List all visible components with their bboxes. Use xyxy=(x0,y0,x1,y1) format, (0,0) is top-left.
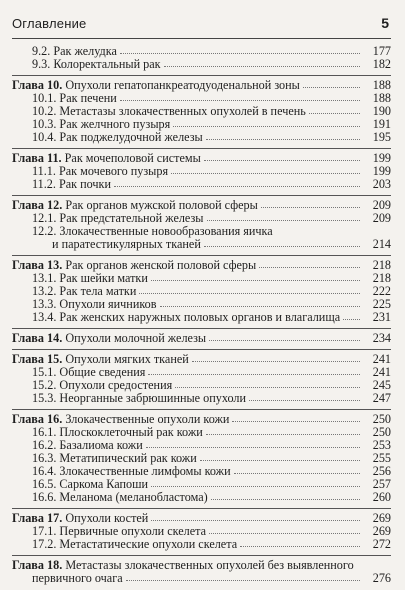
entry-page-number: 199 xyxy=(372,151,391,165)
entry-page-number: 245 xyxy=(372,378,391,392)
entry-page-number: 253 xyxy=(372,438,391,452)
entry-title: 13.4. Рак женских наружных половых органов и влагалища xyxy=(32,310,341,324)
entry-title: 17.1. Первичные опухоли скелета xyxy=(32,524,207,538)
entry-title: 10.3. Рак желчного пузыря xyxy=(32,117,171,131)
running-header xyxy=(12,12,391,39)
entry-title-line2: и паратестикулярных тканей xyxy=(52,237,201,251)
toc-section-entry xyxy=(12,311,391,324)
dot-leader xyxy=(232,420,360,422)
dot-leader xyxy=(207,219,361,221)
entry-title: 13.2. Рак тела матки xyxy=(32,284,137,298)
chapter-title: Злокачественные опухоли кожи xyxy=(62,412,230,426)
toc-chapter-entry xyxy=(12,349,391,366)
running-header-title: Оглавление xyxy=(12,16,87,31)
dot-leader xyxy=(209,339,360,341)
entry-page-number: 188 xyxy=(372,78,391,92)
dot-leader xyxy=(151,519,360,521)
entry-page-number: 225 xyxy=(372,297,391,311)
entry-title-line2: первичного очага xyxy=(32,571,123,585)
toc-chapter-entry xyxy=(12,195,391,212)
chapter-title: Рак мочеполовой системы xyxy=(61,151,201,165)
entry-page-number: 241 xyxy=(372,365,391,379)
entry-title: 16.6. Меланома (меланобластома) xyxy=(32,490,208,504)
entry-title: 10.2. Метастазы злокачественных опухолей в печень xyxy=(32,104,306,118)
entry-page-number: 250 xyxy=(372,412,391,426)
dot-leader xyxy=(343,318,360,320)
entry-page-number: 234 xyxy=(372,331,391,345)
dot-leader xyxy=(120,99,360,101)
entry-page-number: 260 xyxy=(372,490,391,504)
entry-page-number: 199 xyxy=(372,164,391,178)
entry-title: 10.1. Рак печени xyxy=(32,91,117,105)
entry-page-number: 269 xyxy=(372,511,391,525)
dot-leader xyxy=(171,172,360,174)
chapter-label: Глава 18. xyxy=(12,558,63,572)
dot-leader xyxy=(126,579,360,581)
entry-title: 10.4. Рак поджелудочной железы xyxy=(32,130,203,144)
dot-leader xyxy=(160,305,360,307)
dot-leader xyxy=(151,485,360,487)
dot-leader xyxy=(261,206,360,208)
toc-chapter-entry xyxy=(12,75,391,92)
chapter-label: Глава 14. xyxy=(12,331,63,345)
entry-page-number: 272 xyxy=(372,537,391,551)
chapter-label: Глава 12. xyxy=(12,198,63,212)
dot-leader xyxy=(120,52,360,54)
chapter-label: Глава 11. xyxy=(12,151,62,165)
chapter-title: Опухоли мягких тканей xyxy=(62,352,189,366)
toc-section-entry xyxy=(12,131,391,144)
entry-page-number: 269 xyxy=(372,524,391,538)
entry-page-number: 276 xyxy=(372,571,391,585)
entry-title: 16.1. Плоскоклеточный рак кожи xyxy=(32,425,203,439)
dot-leader xyxy=(206,138,360,140)
dot-leader xyxy=(240,545,360,547)
entry-page-number: 203 xyxy=(372,177,391,191)
entry-title: 13.1. Рак шейки матки xyxy=(32,271,148,285)
dot-leader xyxy=(192,360,360,362)
entry-title: 16.3. Метатипический рак кожи xyxy=(32,451,197,465)
toc-section-entry xyxy=(12,392,391,405)
entry-page-number: 209 xyxy=(372,198,391,212)
chapter-title: Метастазы злокачественных опухолей без выявленного xyxy=(62,558,354,572)
entry-title: 15.1. Общие сведения xyxy=(32,365,146,379)
entry-page-number: 214 xyxy=(372,237,391,251)
entry-page-number: 218 xyxy=(372,258,391,272)
entry-title: 11.2. Рак почки xyxy=(32,177,111,191)
chapter-label: Глава 16. xyxy=(12,412,63,426)
chapter-label: Глава 15. xyxy=(12,352,63,366)
entry-page-number: 209 xyxy=(372,211,391,225)
entry-last-line xyxy=(32,238,391,251)
entry-title: 15.3. Неорганные забрюшинные опухоли xyxy=(32,391,247,405)
entry-title: 13.3. Опухоли яичников xyxy=(32,297,157,311)
dot-leader xyxy=(204,159,360,161)
dot-leader xyxy=(148,373,360,375)
toc-section-entry xyxy=(12,225,391,251)
entry-title xyxy=(12,332,206,345)
chapter-title: Опухоли костей xyxy=(62,511,149,525)
entry-page-number: 191 xyxy=(372,117,391,131)
toc-chapter-entry xyxy=(12,409,391,426)
toc-section-entry xyxy=(12,178,391,191)
entry-title-line1: 12.2. Злокачественные новообразования яичка xyxy=(32,224,273,238)
entry-page-number: 195 xyxy=(372,130,391,144)
chapter-label: Глава 13. xyxy=(12,258,63,272)
dot-leader xyxy=(206,433,360,435)
dot-leader xyxy=(151,279,360,281)
dot-leader xyxy=(204,245,360,247)
dot-leader xyxy=(164,65,360,67)
toc-chapter-entry xyxy=(12,508,391,525)
toc-chapter-entry xyxy=(12,255,391,272)
entry-title: 11.1. Рак мочевого пузыря xyxy=(32,164,169,178)
toc-chapter-entry xyxy=(12,555,391,585)
entry-page-number: 250 xyxy=(372,425,391,439)
dot-leader xyxy=(211,498,360,500)
toc-section-entry xyxy=(12,491,391,504)
dot-leader xyxy=(146,446,360,448)
entry-page-number: 190 xyxy=(372,104,391,118)
entry-page-number: 247 xyxy=(372,391,391,405)
entry-last-line xyxy=(12,572,391,585)
dot-leader xyxy=(309,112,360,114)
chapter-label: Глава 10. xyxy=(12,78,63,92)
entry-page-number: 218 xyxy=(372,271,391,285)
entry-title: 9.3. Колоректальный рак xyxy=(32,57,161,71)
entry-page-number: 182 xyxy=(372,57,391,71)
dot-leader xyxy=(259,266,360,268)
dot-leader xyxy=(173,125,360,127)
chapter-title: Рак органов мужской половой сферы xyxy=(62,198,258,212)
dot-leader xyxy=(200,459,360,461)
dot-leader xyxy=(303,86,360,88)
dot-leader xyxy=(249,399,360,401)
entry-page-number: 222 xyxy=(372,284,391,298)
toc-section-entry xyxy=(12,538,391,551)
toc-chapter-entry xyxy=(12,328,391,345)
dot-leader xyxy=(139,292,360,294)
entry-page-number: 256 xyxy=(372,464,391,478)
entry-title: 16.2. Базалиома кожи xyxy=(32,438,143,452)
entry-title: 9.2. Рак желудка xyxy=(32,44,117,58)
page-number: 5 xyxy=(381,15,389,31)
entry-page-number: 257 xyxy=(372,477,391,491)
table-of-contents xyxy=(12,45,391,585)
entry-title: 12.1. Рак предстательной железы xyxy=(32,211,204,225)
toc-section-entry xyxy=(12,212,391,225)
entry-page-number: 241 xyxy=(372,352,391,366)
chapter-title: Опухоли гепатопанкреатодуоденальной зоны xyxy=(62,78,300,92)
toc-chapter-entry xyxy=(12,148,391,165)
entry-title: 16.5. Саркома Капоши xyxy=(32,477,149,491)
entry-title: 16.4. Злокачественные лимфомы кожи xyxy=(32,464,231,478)
entry-page-number: 255 xyxy=(372,451,391,465)
dot-leader xyxy=(209,532,360,534)
chapter-title: Рак органов женской половой сферы xyxy=(62,258,257,272)
chapter-title: Опухоли молочной железы xyxy=(62,331,207,345)
chapter-label: Глава 17. xyxy=(12,511,63,525)
entry-page-number: 231 xyxy=(372,310,391,324)
entry-title: 17.2. Метастатические опухоли скелета xyxy=(32,537,238,551)
dot-leader xyxy=(234,472,360,474)
entry-page-number: 177 xyxy=(372,44,391,58)
dot-leader xyxy=(175,386,360,388)
dot-leader xyxy=(114,185,360,187)
entry-title: 15.2. Опухоли средостения xyxy=(32,378,173,392)
entry-page-number: 188 xyxy=(372,91,391,105)
toc-section-entry xyxy=(12,58,391,71)
